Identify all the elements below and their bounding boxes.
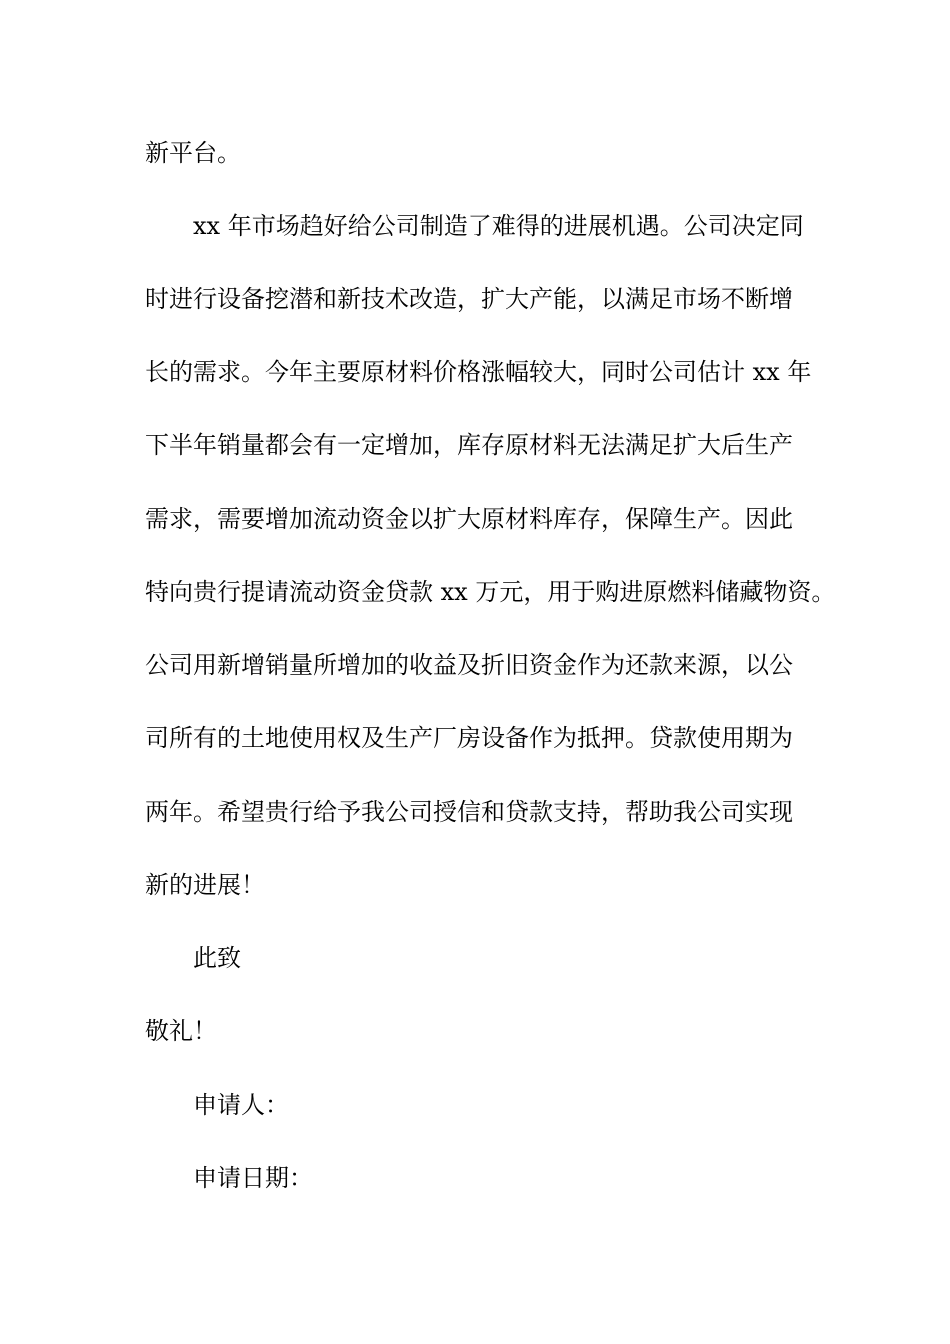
paragraph-line: 时进行设备挖潜和新技术改造，扩大产能，以满足市场不断增 — [145, 285, 793, 313]
salutation-text: 敬礼！ — [145, 1017, 217, 1045]
paragraph-line: 司所有的土地使用权及生产厂房设备作为抵押。贷款使用期为 — [145, 724, 793, 752]
paragraph-line: 长的需求。今年主要原材料价格涨幅较大，同时公司估计 xx 年 — [145, 358, 812, 386]
closing-text: 此致 — [193, 944, 241, 972]
paragraph-line: 新平台。 — [145, 139, 241, 167]
paragraph-line: xx 年市场趋好给公司制造了难得的进展机遇。公司决定同 — [193, 212, 804, 240]
paragraph-line: 新的进展！ — [145, 871, 265, 899]
paragraph-line: 公司用新增销量所增加的收益及折旧资金作为还款来源，以公 — [145, 651, 793, 679]
paragraph-line: 两年。希望贵行给予我公司授信和贷款支持，帮助我公司实现 — [145, 798, 793, 826]
paragraph-line: 需求，需要增加流动资金以扩大原材料库存，保障生产。因此 — [145, 505, 793, 533]
applicant-label: 申请人： — [193, 1091, 289, 1119]
paragraph-line: 特向贵行提请流动资金贷款 xx 万元，用于购进原燃料储藏物资。 — [145, 578, 836, 606]
application-date-label: 申请日期： — [193, 1164, 313, 1192]
paragraph-line: 下半年销量都会有一定增加，库存原材料无法满足扩大后生产 — [145, 431, 793, 459]
